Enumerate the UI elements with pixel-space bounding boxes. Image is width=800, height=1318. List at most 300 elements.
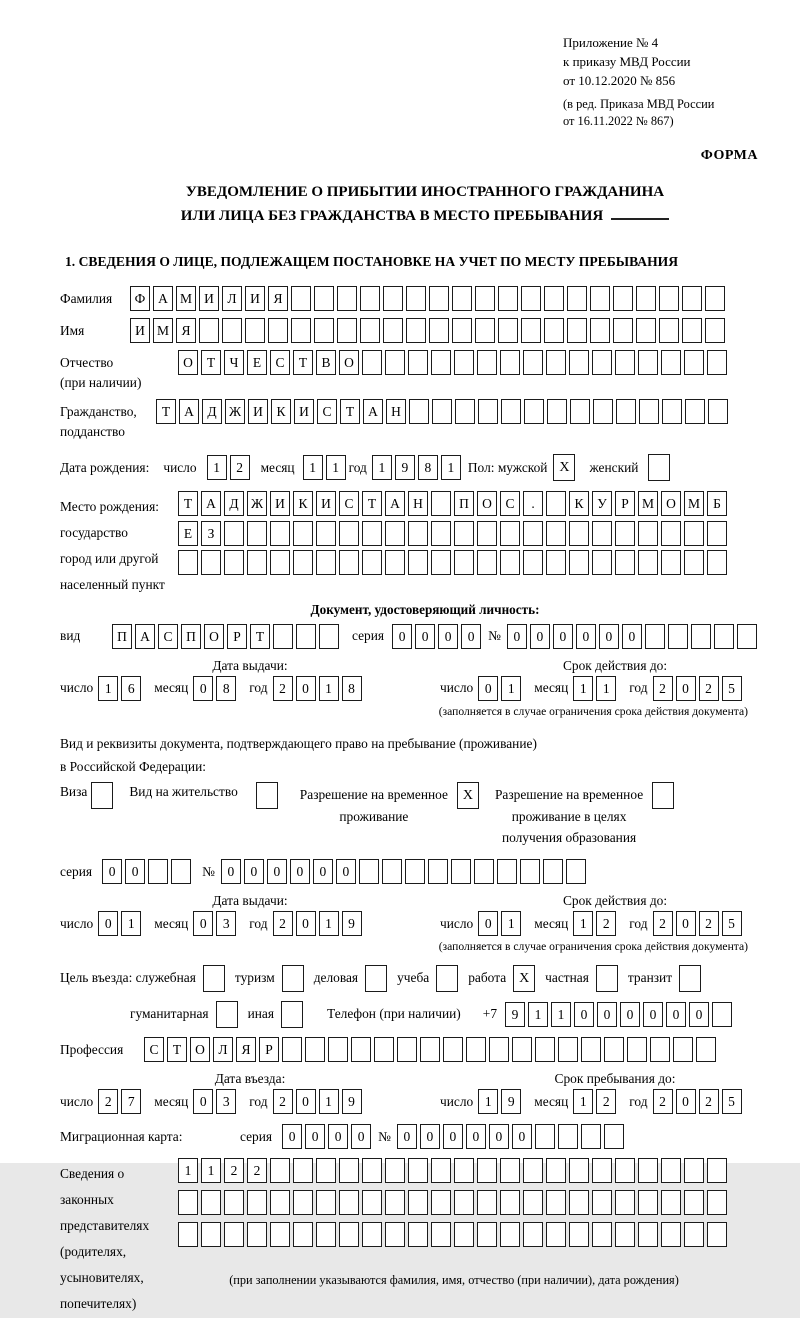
char-cell[interactable] xyxy=(351,1037,371,1062)
char-cell[interactable]: С xyxy=(270,350,290,375)
char-cell[interactable]: Т xyxy=(293,350,313,375)
char-cell[interactable] xyxy=(385,521,405,546)
char-cell[interactable] xyxy=(567,318,587,343)
char-cell[interactable] xyxy=(489,1037,509,1062)
char-cell[interactable] xyxy=(178,1222,198,1247)
char-cell[interactable]: 0 xyxy=(438,624,458,649)
char-cell[interactable]: Ч xyxy=(224,350,244,375)
char-cell[interactable] xyxy=(546,550,566,575)
char-cell[interactable] xyxy=(431,521,451,546)
char-cell[interactable] xyxy=(305,1037,325,1062)
char-cell[interactable]: 2 xyxy=(653,676,673,701)
visa-checkbox[interactable] xyxy=(91,782,113,809)
char-cell[interactable] xyxy=(408,1222,428,1247)
char-cell[interactable] xyxy=(293,1222,313,1247)
char-cell[interactable] xyxy=(291,318,311,343)
char-cell[interactable] xyxy=(247,550,267,575)
char-cell[interactable] xyxy=(615,1222,635,1247)
temp-residence-checkbox[interactable]: X xyxy=(457,782,479,809)
char-cell[interactable] xyxy=(521,286,541,311)
char-cell[interactable] xyxy=(638,521,658,546)
char-cell[interactable]: Р xyxy=(227,624,247,649)
char-cell[interactable]: 0 xyxy=(597,1002,617,1027)
char-cell[interactable] xyxy=(544,286,564,311)
char-cell[interactable] xyxy=(362,1222,382,1247)
sex-male-checkbox[interactable]: X xyxy=(553,454,575,481)
char-cell[interactable] xyxy=(408,521,428,546)
char-cell[interactable] xyxy=(339,1222,359,1247)
char-cell[interactable] xyxy=(432,399,452,424)
char-cell[interactable]: 0 xyxy=(530,624,550,649)
char-cell[interactable] xyxy=(178,1190,198,1215)
char-cell[interactable]: 6 xyxy=(121,676,141,701)
char-cell[interactable]: 0 xyxy=(351,1124,371,1149)
char-cell[interactable] xyxy=(293,521,313,546)
purpose-private-checkbox[interactable] xyxy=(596,965,618,992)
char-cell[interactable]: А xyxy=(385,491,405,516)
residence-permit-checkbox[interactable] xyxy=(256,782,278,809)
char-cell[interactable]: 1 xyxy=(372,455,392,480)
char-cell[interactable] xyxy=(201,1222,221,1247)
char-cell[interactable]: Т xyxy=(178,491,198,516)
char-cell[interactable] xyxy=(682,286,702,311)
char-cell[interactable] xyxy=(691,624,711,649)
char-cell[interactable] xyxy=(314,318,334,343)
char-cell[interactable] xyxy=(661,1190,681,1215)
char-cell[interactable]: Е xyxy=(178,521,198,546)
char-cell[interactable] xyxy=(543,859,563,884)
char-cell[interactable] xyxy=(661,350,681,375)
char-cell[interactable] xyxy=(385,550,405,575)
char-cell[interactable]: 0 xyxy=(676,1089,696,1114)
char-cell[interactable] xyxy=(477,350,497,375)
char-cell[interactable] xyxy=(650,1037,670,1062)
char-cell[interactable] xyxy=(498,286,518,311)
char-cell[interactable]: Н xyxy=(408,491,428,516)
char-cell[interactable] xyxy=(201,550,221,575)
char-cell[interactable] xyxy=(645,624,665,649)
char-cell[interactable]: 8 xyxy=(418,455,438,480)
char-cell[interactable] xyxy=(604,1037,624,1062)
char-cell[interactable] xyxy=(477,550,497,575)
char-cell[interactable]: 1 xyxy=(201,1158,221,1183)
char-cell[interactable]: 5 xyxy=(722,1089,742,1114)
char-cell[interactable] xyxy=(707,1190,727,1215)
char-cell[interactable]: . xyxy=(523,491,543,516)
char-cell[interactable]: 1 xyxy=(551,1002,571,1027)
char-cell[interactable] xyxy=(420,1037,440,1062)
char-cell[interactable] xyxy=(385,1190,405,1215)
char-cell[interactable] xyxy=(359,859,379,884)
char-cell[interactable]: 1 xyxy=(573,676,593,701)
char-cell[interactable]: Т xyxy=(167,1037,187,1062)
char-cell[interactable] xyxy=(362,1158,382,1183)
char-cell[interactable]: 0 xyxy=(221,859,241,884)
char-cell[interactable]: 0 xyxy=(676,676,696,701)
char-cell[interactable]: 1 xyxy=(319,676,339,701)
char-cell[interactable]: 0 xyxy=(336,859,356,884)
char-cell[interactable] xyxy=(316,1190,336,1215)
char-cell[interactable] xyxy=(224,521,244,546)
char-cell[interactable] xyxy=(615,521,635,546)
char-cell[interactable] xyxy=(661,521,681,546)
char-cell[interactable]: 0 xyxy=(193,676,213,701)
char-cell[interactable] xyxy=(592,1222,612,1247)
char-cell[interactable]: П xyxy=(454,491,474,516)
char-cell[interactable] xyxy=(558,1124,578,1149)
char-cell[interactable]: Т xyxy=(201,350,221,375)
char-cell[interactable] xyxy=(477,1190,497,1215)
char-cell[interactable]: И xyxy=(248,399,268,424)
char-cell[interactable]: А xyxy=(135,624,155,649)
char-cell[interactable] xyxy=(199,318,219,343)
char-cell[interactable]: 2 xyxy=(596,911,616,936)
char-cell[interactable]: 2 xyxy=(273,1089,293,1114)
char-cell[interactable]: Ж xyxy=(247,491,267,516)
char-cell[interactable] xyxy=(546,1222,566,1247)
char-cell[interactable] xyxy=(708,399,728,424)
char-cell[interactable]: 0 xyxy=(296,1089,316,1114)
char-cell[interactable] xyxy=(546,350,566,375)
char-cell[interactable] xyxy=(247,521,267,546)
char-cell[interactable]: А xyxy=(179,399,199,424)
char-cell[interactable]: 0 xyxy=(244,859,264,884)
char-cell[interactable]: 1 xyxy=(326,455,346,480)
char-cell[interactable]: А xyxy=(153,286,173,311)
char-cell[interactable]: 0 xyxy=(102,859,122,884)
char-cell[interactable]: 0 xyxy=(267,859,287,884)
char-cell[interactable] xyxy=(714,624,734,649)
char-cell[interactable] xyxy=(319,624,339,649)
char-cell[interactable] xyxy=(544,318,564,343)
char-cell[interactable]: С xyxy=(158,624,178,649)
char-cell[interactable] xyxy=(452,286,472,311)
char-cell[interactable] xyxy=(431,1158,451,1183)
char-cell[interactable] xyxy=(337,286,357,311)
char-cell[interactable] xyxy=(547,399,567,424)
char-cell[interactable] xyxy=(569,521,589,546)
char-cell[interactable]: О xyxy=(339,350,359,375)
char-cell[interactable]: 0 xyxy=(443,1124,463,1149)
char-cell[interactable]: 0 xyxy=(193,911,213,936)
char-cell[interactable]: 2 xyxy=(596,1089,616,1114)
char-cell[interactable] xyxy=(270,550,290,575)
char-cell[interactable] xyxy=(682,318,702,343)
char-cell[interactable]: 0 xyxy=(599,624,619,649)
char-cell[interactable]: 2 xyxy=(230,455,250,480)
char-cell[interactable]: 9 xyxy=(342,1089,362,1114)
char-cell[interactable]: 0 xyxy=(415,624,435,649)
char-cell[interactable]: 9 xyxy=(395,455,415,480)
char-cell[interactable]: 0 xyxy=(313,859,333,884)
char-cell[interactable]: К xyxy=(271,399,291,424)
char-cell[interactable]: И xyxy=(199,286,219,311)
char-cell[interactable] xyxy=(201,1190,221,1215)
char-cell[interactable]: 0 xyxy=(466,1124,486,1149)
char-cell[interactable] xyxy=(362,521,382,546)
char-cell[interactable] xyxy=(477,1222,497,1247)
char-cell[interactable]: И xyxy=(130,318,150,343)
char-cell[interactable]: 5 xyxy=(722,911,742,936)
char-cell[interactable]: Б xyxy=(707,491,727,516)
char-cell[interactable] xyxy=(638,350,658,375)
char-cell[interactable] xyxy=(270,521,290,546)
char-cell[interactable] xyxy=(546,521,566,546)
char-cell[interactable]: Т xyxy=(362,491,382,516)
char-cell[interactable]: 0 xyxy=(296,911,316,936)
char-cell[interactable] xyxy=(638,1190,658,1215)
char-cell[interactable]: Л xyxy=(222,286,242,311)
char-cell[interactable]: 5 xyxy=(722,676,742,701)
char-cell[interactable] xyxy=(374,1037,394,1062)
char-cell[interactable]: 3 xyxy=(216,911,236,936)
char-cell[interactable] xyxy=(293,1190,313,1215)
char-cell[interactable]: М xyxy=(153,318,173,343)
char-cell[interactable] xyxy=(245,318,265,343)
char-cell[interactable] xyxy=(570,399,590,424)
char-cell[interactable]: 1 xyxy=(573,911,593,936)
char-cell[interactable] xyxy=(712,1002,732,1027)
char-cell[interactable] xyxy=(454,1158,474,1183)
char-cell[interactable] xyxy=(521,318,541,343)
char-cell[interactable] xyxy=(500,521,520,546)
char-cell[interactable] xyxy=(247,1190,267,1215)
char-cell[interactable] xyxy=(383,318,403,343)
char-cell[interactable]: 0 xyxy=(507,624,527,649)
char-cell[interactable] xyxy=(428,859,448,884)
char-cell[interactable] xyxy=(171,859,191,884)
char-cell[interactable] xyxy=(546,1190,566,1215)
char-cell[interactable]: 2 xyxy=(653,911,673,936)
char-cell[interactable] xyxy=(592,1158,612,1183)
char-cell[interactable]: С xyxy=(317,399,337,424)
char-cell[interactable] xyxy=(613,318,633,343)
char-cell[interactable]: 8 xyxy=(342,676,362,701)
char-cell[interactable]: О xyxy=(190,1037,210,1062)
char-cell[interactable]: 0 xyxy=(478,676,498,701)
char-cell[interactable] xyxy=(316,550,336,575)
char-cell[interactable] xyxy=(452,318,472,343)
char-cell[interactable]: 1 xyxy=(207,455,227,480)
char-cell[interactable] xyxy=(615,550,635,575)
char-cell[interactable]: 1 xyxy=(528,1002,548,1027)
char-cell[interactable] xyxy=(475,318,495,343)
char-cell[interactable] xyxy=(569,1190,589,1215)
char-cell[interactable]: 0 xyxy=(620,1002,640,1027)
char-cell[interactable]: 2 xyxy=(699,911,719,936)
char-cell[interactable]: 7 xyxy=(121,1089,141,1114)
char-cell[interactable] xyxy=(454,550,474,575)
char-cell[interactable]: Т xyxy=(340,399,360,424)
char-cell[interactable]: Е xyxy=(247,350,267,375)
char-cell[interactable] xyxy=(592,521,612,546)
char-cell[interactable]: С xyxy=(339,491,359,516)
char-cell[interactable] xyxy=(590,318,610,343)
char-cell[interactable] xyxy=(406,318,426,343)
char-cell[interactable] xyxy=(455,399,475,424)
char-cell[interactable]: 2 xyxy=(247,1158,267,1183)
char-cell[interactable] xyxy=(535,1124,555,1149)
char-cell[interactable] xyxy=(569,1222,589,1247)
char-cell[interactable] xyxy=(316,521,336,546)
char-cell[interactable] xyxy=(397,1037,417,1062)
char-cell[interactable]: 9 xyxy=(501,1089,521,1114)
char-cell[interactable] xyxy=(328,1037,348,1062)
purpose-business-checkbox[interactable] xyxy=(365,965,387,992)
char-cell[interactable] xyxy=(684,550,704,575)
char-cell[interactable]: 1 xyxy=(478,1089,498,1114)
char-cell[interactable] xyxy=(409,399,429,424)
char-cell[interactable] xyxy=(661,550,681,575)
char-cell[interactable] xyxy=(567,286,587,311)
char-cell[interactable]: 1 xyxy=(98,676,118,701)
purpose-humanitarian-checkbox[interactable] xyxy=(216,1001,238,1028)
char-cell[interactable]: 0 xyxy=(643,1002,663,1027)
char-cell[interactable]: Ф xyxy=(130,286,150,311)
char-cell[interactable]: 0 xyxy=(576,624,596,649)
char-cell[interactable]: 0 xyxy=(193,1089,213,1114)
char-cell[interactable]: И xyxy=(245,286,265,311)
char-cell[interactable] xyxy=(339,1190,359,1215)
char-cell[interactable] xyxy=(273,624,293,649)
char-cell[interactable]: Л xyxy=(213,1037,233,1062)
char-cell[interactable] xyxy=(408,550,428,575)
char-cell[interactable]: Р xyxy=(259,1037,279,1062)
char-cell[interactable] xyxy=(247,1222,267,1247)
char-cell[interactable]: Ж xyxy=(225,399,245,424)
char-cell[interactable]: О xyxy=(477,491,497,516)
char-cell[interactable] xyxy=(382,859,402,884)
char-cell[interactable]: 0 xyxy=(328,1124,348,1149)
char-cell[interactable] xyxy=(339,550,359,575)
char-cell[interactable] xyxy=(477,1158,497,1183)
char-cell[interactable] xyxy=(592,350,612,375)
char-cell[interactable] xyxy=(408,1190,428,1215)
char-cell[interactable]: 2 xyxy=(98,1089,118,1114)
char-cell[interactable] xyxy=(224,1222,244,1247)
char-cell[interactable]: 0 xyxy=(420,1124,440,1149)
char-cell[interactable]: 1 xyxy=(596,676,616,701)
char-cell[interactable] xyxy=(339,1158,359,1183)
char-cell[interactable] xyxy=(466,1037,486,1062)
char-cell[interactable] xyxy=(684,521,704,546)
char-cell[interactable] xyxy=(546,491,566,516)
char-cell[interactable]: 0 xyxy=(125,859,145,884)
char-cell[interactable]: 0 xyxy=(489,1124,509,1149)
char-cell[interactable] xyxy=(659,286,679,311)
char-cell[interactable] xyxy=(523,1190,543,1215)
char-cell[interactable] xyxy=(684,1190,704,1215)
char-cell[interactable]: 9 xyxy=(505,1002,525,1027)
char-cell[interactable] xyxy=(673,1037,693,1062)
char-cell[interactable] xyxy=(224,1190,244,1215)
purpose-other-checkbox[interactable] xyxy=(281,1001,303,1028)
char-cell[interactable] xyxy=(429,286,449,311)
char-cell[interactable]: 2 xyxy=(653,1089,673,1114)
char-cell[interactable] xyxy=(523,350,543,375)
char-cell[interactable] xyxy=(270,1222,290,1247)
char-cell[interactable] xyxy=(523,1222,543,1247)
char-cell[interactable] xyxy=(569,350,589,375)
char-cell[interactable]: М xyxy=(176,286,196,311)
char-cell[interactable] xyxy=(282,1037,302,1062)
char-cell[interactable]: М xyxy=(638,491,658,516)
char-cell[interactable]: А xyxy=(363,399,383,424)
char-cell[interactable] xyxy=(478,399,498,424)
char-cell[interactable] xyxy=(431,1222,451,1247)
char-cell[interactable] xyxy=(385,350,405,375)
char-cell[interactable] xyxy=(581,1037,601,1062)
char-cell[interactable] xyxy=(566,859,586,884)
char-cell[interactable]: 0 xyxy=(392,624,412,649)
char-cell[interactable] xyxy=(593,399,613,424)
char-cell[interactable] xyxy=(661,1158,681,1183)
char-cell[interactable]: 2 xyxy=(699,676,719,701)
char-cell[interactable]: Я xyxy=(236,1037,256,1062)
char-cell[interactable] xyxy=(662,399,682,424)
char-cell[interactable] xyxy=(500,1158,520,1183)
char-cell[interactable]: 0 xyxy=(676,911,696,936)
char-cell[interactable]: П xyxy=(112,624,132,649)
char-cell[interactable] xyxy=(360,318,380,343)
char-cell[interactable] xyxy=(454,521,474,546)
char-cell[interactable] xyxy=(178,550,198,575)
char-cell[interactable]: Д xyxy=(202,399,222,424)
char-cell[interactable] xyxy=(268,318,288,343)
char-cell[interactable] xyxy=(500,550,520,575)
char-cell[interactable]: 1 xyxy=(501,676,521,701)
char-cell[interactable] xyxy=(429,318,449,343)
char-cell[interactable] xyxy=(705,286,725,311)
char-cell[interactable]: 0 xyxy=(478,911,498,936)
char-cell[interactable] xyxy=(431,491,451,516)
char-cell[interactable] xyxy=(500,1222,520,1247)
char-cell[interactable] xyxy=(362,550,382,575)
char-cell[interactable] xyxy=(638,550,658,575)
char-cell[interactable] xyxy=(661,1222,681,1247)
char-cell[interactable] xyxy=(474,859,494,884)
char-cell[interactable] xyxy=(616,399,636,424)
char-cell[interactable] xyxy=(659,318,679,343)
purpose-official-checkbox[interactable] xyxy=(203,965,225,992)
char-cell[interactable] xyxy=(684,350,704,375)
char-cell[interactable]: 9 xyxy=(342,911,362,936)
char-cell[interactable]: Д xyxy=(224,491,244,516)
char-cell[interactable] xyxy=(512,1037,532,1062)
char-cell[interactable]: 0 xyxy=(397,1124,417,1149)
char-cell[interactable] xyxy=(498,318,518,343)
char-cell[interactable] xyxy=(291,286,311,311)
char-cell[interactable] xyxy=(569,550,589,575)
char-cell[interactable] xyxy=(362,350,382,375)
char-cell[interactable] xyxy=(501,399,521,424)
char-cell[interactable] xyxy=(592,550,612,575)
char-cell[interactable] xyxy=(615,1158,635,1183)
char-cell[interactable]: 1 xyxy=(303,455,323,480)
char-cell[interactable] xyxy=(615,1190,635,1215)
char-cell[interactable]: 0 xyxy=(290,859,310,884)
char-cell[interactable] xyxy=(520,859,540,884)
char-cell[interactable]: 0 xyxy=(461,624,481,649)
char-cell[interactable]: 8 xyxy=(216,676,236,701)
char-cell[interactable] xyxy=(475,286,495,311)
char-cell[interactable] xyxy=(613,286,633,311)
char-cell[interactable]: 1 xyxy=(121,911,141,936)
char-cell[interactable] xyxy=(443,1037,463,1062)
char-cell[interactable] xyxy=(270,1158,290,1183)
char-cell[interactable] xyxy=(590,286,610,311)
char-cell[interactable]: 0 xyxy=(574,1002,594,1027)
